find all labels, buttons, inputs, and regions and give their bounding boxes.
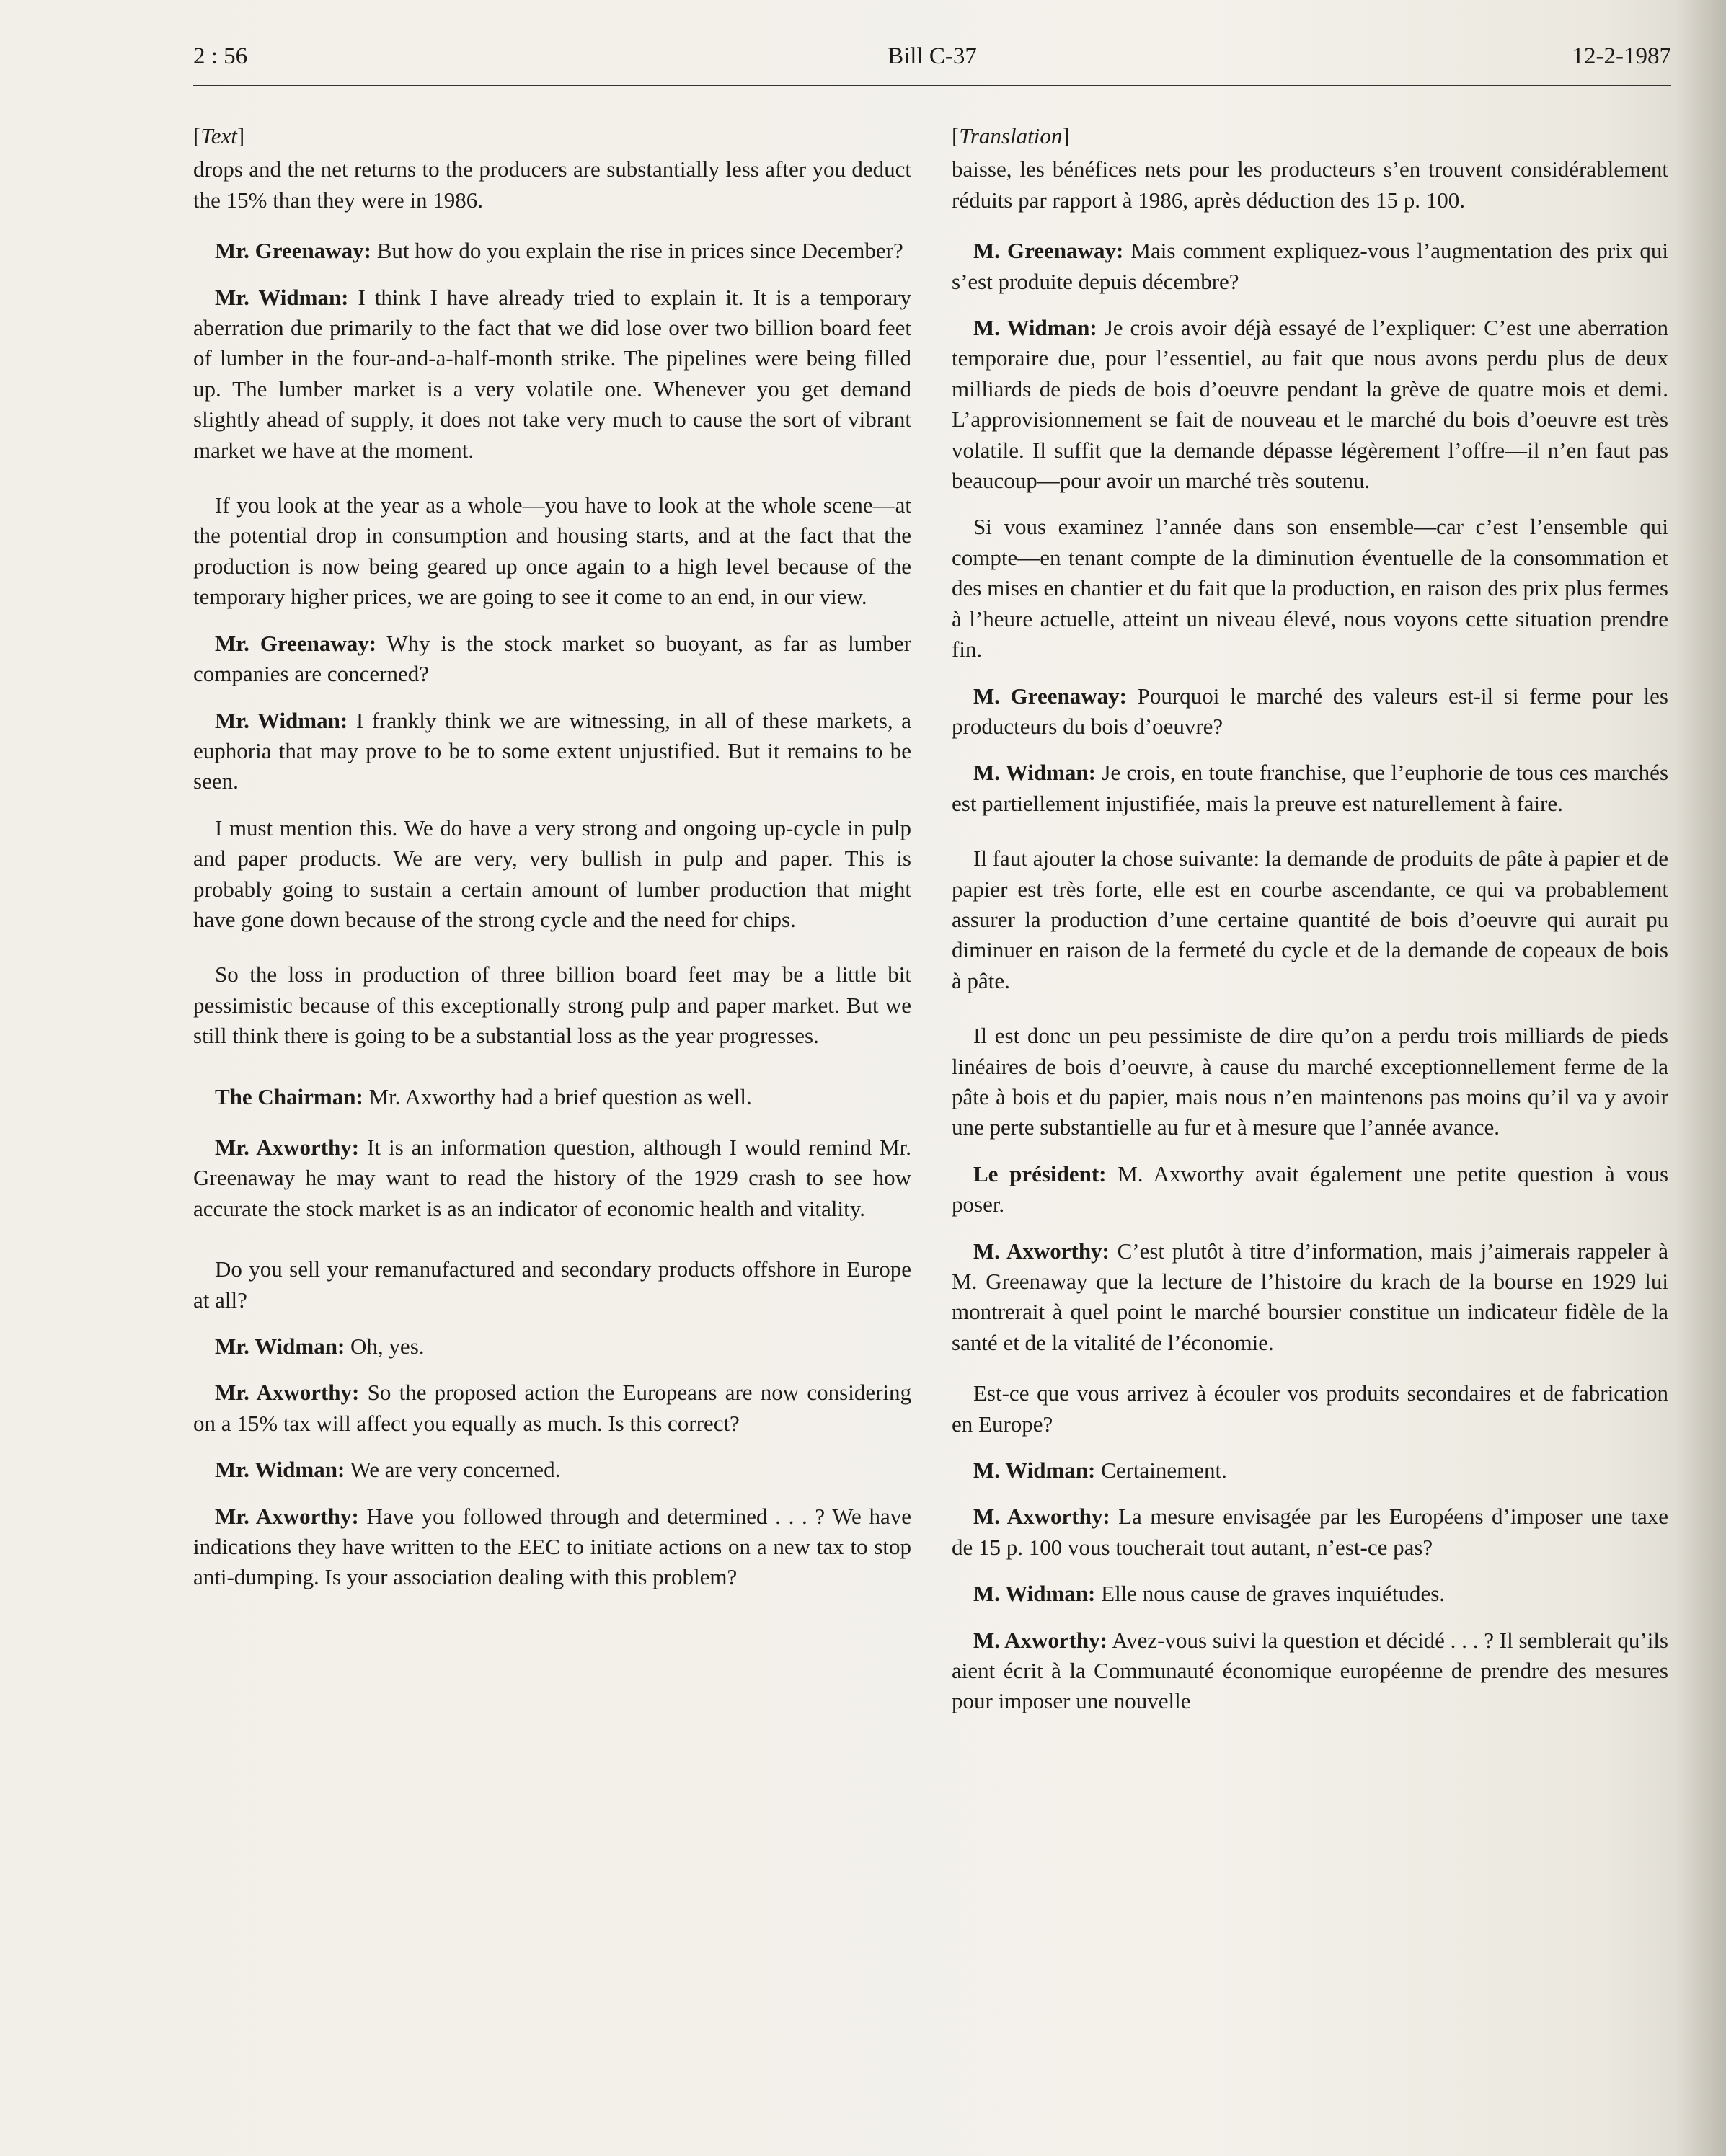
paragraph: Est-ce que vous arrivez à écouler vos produits secondaires et de fabrication en Europe?: [952, 1380, 1668, 1437]
column-tag: [Text]: [193, 123, 245, 148]
column-tag: [Translation]: [952, 123, 1070, 148]
paragraph: Il est donc un peu pessimiste de dire qu’on a perdu trois milliards de pieds linéaires de bois d’oeuvre, à cause du marché exceptionnellement ferme de la pâte à bois et du papier, mais nous n’en maintenons pas moins qu’il va y avoir une perte substantielle au fur et à mesure que l’année avance.: [952, 1023, 1668, 1140]
page-edge-shadow: [1676, 0, 1726, 2156]
paragraph: Mr. Axworthy: It is an information question, although I would remind Mr. Greenaway he may want to read the history of the 1929 crash to see how accurate the stock market is as an indicator of economic health and vitality.: [193, 1134, 912, 1221]
paragraph: Mr. Greenaway: Why is the stock market so buoyant, as far as lumber companies are concerned?: [193, 630, 911, 687]
bill-title: Bill C-37: [888, 43, 977, 69]
paragraph: M. Axworthy: C’est plutôt à titre d’information, mais j’aimerais rappeler à M. Greenaway que la lecture de l’histoire du krach de la bourse en 1929 lui montrerait à quel point le marché boursier constitue un indicateur fidèle de la santé et de la vitalité de l’économie.: [952, 1238, 1669, 1355]
paragraph: If you look at the year as a whole—you have to look at the whole scene—at the potential drop in consumption and housing starts, and at the fact that the production is now being geared up once again to a high level because of the temporary higher prices, we are going to see it come to an end, in our view.: [193, 492, 911, 610]
page-number: 2 : 56: [193, 43, 248, 69]
paragraph: Do you sell your remanufactured and secondary products offshore in Europe at all?: [193, 1256, 911, 1313]
paragraph: M. Axworthy: Avez-vous suivi la question et décidé . . . ? Il semblerait qu’ils aient écrit à la Communauté économique européenne de prendre des mesures pour imposer une nouvelle: [952, 1627, 1668, 1714]
paragraph: Mr. Widman: Oh, yes.: [215, 1334, 425, 1359]
paragraph: M. Widman: Je crois, en toute franchise, que l’euphorie de tous ces marchés est partiellement injustifiée, mais la preuve est naturellement à faire.: [952, 760, 1669, 816]
paragraph: Mr. Axworthy: Have you followed through and determined . . . ? We have indications they have written to the EEC to initiate actions on a new tax to stop anti-dumping. Is your association dealing with this problem?: [193, 1503, 911, 1590]
paragraph: M. Axworthy: La mesure envisagée par les Européens d’imposer une taxe de 15 p. 100 vous toucherait tout autant, n’est-ce pas?: [952, 1504, 1669, 1560]
header-date: 12-2-1987: [1572, 43, 1671, 69]
paragraph: So the loss in production of three billion board feet may be a little bit pessimistic because of this exceptionally strong pulp and paper market. But we still think there is going to be a substantial loss as the year progresses.: [193, 962, 911, 1049]
paragraph: M. Greenaway: Mais comment expliquez-vous l’augmentation des prix qui s’est produite depuis décembre?: [952, 238, 1668, 294]
english-column: [193, 121, 911, 1609]
paragraph: Mr. Greenaway: But how do you explain the rise in prices since December?: [215, 238, 903, 264]
paragraph: M. Widman: Certainement.: [973, 1458, 1227, 1483]
paragraph: M. Widman: Je crois avoir déjà essayé de l’expliquer: C’est une aberration temporaire due, pour l’essentiel, au fait que nous avons perdu plus de deux milliards de pieds de bois d’oeuvre pendant la grève de quatre mois et demi. L’approvisionnement se fait de nouveau et le marché du bois d’oeuvre est très volatile. Il suffit que la demande dépasse légèrement l’offre—il n’en faut pas beaucoup—pour avoir un marché très soutenu.: [952, 315, 1668, 494]
running-header: [193, 43, 1671, 86]
paragraph: M. Greenaway: Pourquoi le marché des valeurs est-il si ferme pour les producteurs du bois d’oeuvre?: [952, 683, 1668, 739]
paragraph: Mr. Widman: We are very concerned.: [215, 1457, 561, 1483]
paragraph: Il faut ajouter la chose suivante: la demande de produits de pâte à papier et de papier est très forte, elle est en courbe ascendante, ce qui va probablement assurer la production d’une certaine quantité de bois d’oeuvre qui aurait pu diminuer en raison de la fermeté du cycle et de la demande de copeaux de bois à pâte.: [952, 846, 1668, 993]
french-column: [952, 121, 1668, 1733]
paragraph: I must mention this. We do have a very strong and ongoing up-cycle in pulp and paper products. We are very, very bullish in pulp and paper. This is probably going to sustain a certain amount of lumber production that might have gone down because of the strong cycle and the need for chips.: [193, 815, 911, 932]
paragraph: Mr. Axworthy: So the proposed action the Europeans are now considering on a 15% tax will affect you equally as much. Is this correct?: [193, 1380, 912, 1436]
paragraph: drops and the net returns to the producers are substantially less after you deduct the 15% than they were in 1986.: [193, 156, 911, 213]
paragraph: Le président: M. Axworthy avait également une petite question à vous poser.: [952, 1161, 1669, 1217]
header-rule: [193, 85, 1671, 86]
paragraph: Si vous examinez l’année dans son ensemble—car c’est l’ensemble qui compte—en tenant compte de la diminution éventuelle de la consommation et des mises en chantier et du fait que la production, en raison des prix plus fermes à l’heure actuelle, atteint un niveau élevé, nous voyons cette situation prendre fin.: [952, 514, 1668, 662]
paragraph: M. Widman: Elle nous cause de graves inquiétudes.: [973, 1581, 1446, 1607]
paragraph: Mr. Widman: I frankly think we are witnessing, in all of these markets, a euphoria that may prove to be to some extent unjustified. But it remains to be seen.: [193, 707, 911, 794]
paragraph: Mr. Widman: I think I have already tried to explain it. It is a temporary aberration due primarily to the fact that we did lose over two billion board feet of lumber in the four-and-a-half-month strike. The pipelines were being filled up. The lumber market is a very volatile one. Whenever you get demand slightly ahead of supply, it does not take very much to cause the sort of vibrant market we have at the moment.: [193, 284, 912, 463]
paragraph: The Chairman: Mr. Axworthy had a brief question as well.: [215, 1083, 752, 1109]
paragraph: baisse, les bénéfices nets pour les producteurs s’en trouvent considérablement réduits par rapport à 1986, après déduction des 15 p. 100.: [952, 156, 1668, 213]
